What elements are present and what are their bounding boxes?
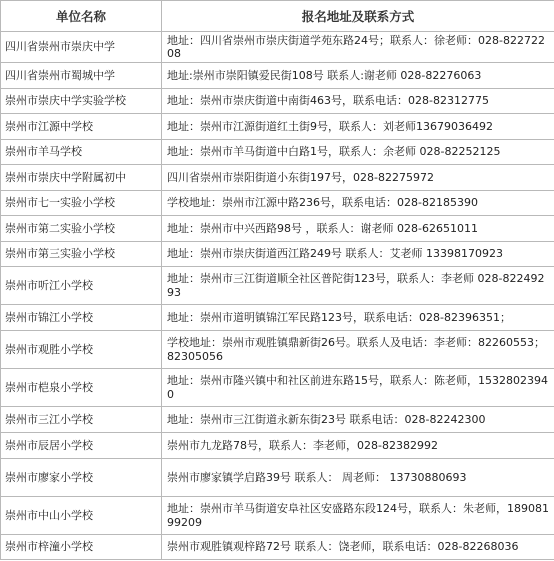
school-name-cell: 崇州市江源中学校 bbox=[1, 114, 162, 140]
address-contact-cell: 崇州市九龙路78号，联系人：李老师，028-82382992 bbox=[162, 433, 554, 459]
school-name-cell: 崇州市三江小学校 bbox=[1, 407, 162, 433]
school-name-cell: 崇州市桤泉小学校 bbox=[1, 369, 162, 407]
school-name-cell: 崇州市第三实验小学校 bbox=[1, 242, 162, 267]
school-name-cell: 崇州市辰居小学校 bbox=[1, 433, 162, 459]
table-row bbox=[1, 535, 554, 560]
address-contact-cell: 四川省崇州市崇阳街道小东街197号，028-82275972 bbox=[162, 165, 554, 191]
table-header-row bbox=[1, 1, 554, 32]
table-row bbox=[1, 305, 554, 331]
table-row bbox=[1, 369, 554, 407]
table-row bbox=[1, 32, 554, 63]
school-name-cell: 四川省崇州市崇庆中学 bbox=[1, 32, 162, 63]
school-name-cell: 四川省崇州市蜀城中学 bbox=[1, 63, 162, 89]
address-contact-cell: 地址：四川省崇州市崇庆街道学苑东路24号；联系人：徐老师：028-82272208 bbox=[162, 32, 554, 63]
school-name-cell: 崇州市观胜小学校 bbox=[1, 331, 162, 369]
address-contact-cell: 地址：崇州市羊马街道安阜社区安盛路东段124号，联系人：朱老师，18908199209 bbox=[162, 497, 554, 535]
address-contact-cell: 地址:崇州市崇阳镇爱民街108号 联系人:谢老师 028-82276063 bbox=[162, 63, 554, 89]
table-row bbox=[1, 267, 554, 305]
column-header-address-contact: 报名地址及联系方式 bbox=[162, 1, 554, 32]
address-contact-cell: 崇州市廖家镇学启路39号 联系人： 周老师： 13730880693 bbox=[162, 459, 554, 497]
table-row bbox=[1, 433, 554, 459]
address-contact-cell: 崇州市观胜镇观梓路72号 联系人：饶老师，联系电话：028-82268036 bbox=[162, 535, 554, 560]
school-name-cell: 崇州市羊马学校 bbox=[1, 140, 162, 165]
address-contact-cell: 地址：崇州市隆兴镇中和社区前进东路15号，联系人：陈老师，15328023940 bbox=[162, 369, 554, 407]
address-contact-cell: 学校地址：崇州市观胜镇鼎新街26号。联系人及电话：李老师：82260553；82305056 bbox=[162, 331, 554, 369]
table-row bbox=[1, 140, 554, 165]
table-row bbox=[1, 459, 554, 497]
table-row bbox=[1, 242, 554, 267]
school-name-cell: 崇州市廖家小学校 bbox=[1, 459, 162, 497]
school-name-cell: 崇州市崇庆中学附属初中 bbox=[1, 165, 162, 191]
address-contact-cell: 地址：崇州市道明镇锦江军民路123号，联系电话：028-82396351； bbox=[162, 305, 554, 331]
address-contact-cell: 地址：崇州市崇庆街道中南街463号，联系电话：028-82312775 bbox=[162, 89, 554, 114]
table-row bbox=[1, 165, 554, 191]
address-contact-cell: 地址：崇州市羊马街道中白路1号，联系人：余老师 028-82252125 bbox=[162, 140, 554, 165]
school-name-cell: 崇州市听江小学校 bbox=[1, 267, 162, 305]
address-contact-cell: 地址：崇州市崇庆街道西江路249号 联系人：艾老师 13398170923 bbox=[162, 242, 554, 267]
school-name-cell: 崇州市锦江小学校 bbox=[1, 305, 162, 331]
table-row bbox=[1, 497, 554, 535]
table-row bbox=[1, 63, 554, 89]
school-name-cell: 崇州市崇庆中学实验学校 bbox=[1, 89, 162, 114]
school-name-cell: 崇州市七一实验小学校 bbox=[1, 191, 162, 216]
table-row bbox=[1, 331, 554, 369]
address-contact-cell: 地址：崇州市中兴西路98号 ，联系人：谢老师 028-62651011 bbox=[162, 216, 554, 242]
school-name-cell: 崇州市第二实验小学校 bbox=[1, 216, 162, 242]
address-contact-cell: 地址：崇州市三江街道永新东街23号 联系电话：028-82242300 bbox=[162, 407, 554, 433]
table-row bbox=[1, 216, 554, 242]
column-header-unit-name: 单位名称 bbox=[1, 1, 162, 32]
school-name-cell: 崇州市中山小学校 bbox=[1, 497, 162, 535]
address-contact-cell: 学校地址：崇州市江源中路236号，联系电话：028-82185390 bbox=[162, 191, 554, 216]
address-contact-cell: 地址：崇州市江源街道红土街9号，联系人：刘老师13679036492 bbox=[162, 114, 554, 140]
address-contact-cell: 地址：崇州市三江街道顺全社区普陀街123号，联系人：李老师 028-82249293 bbox=[162, 267, 554, 305]
school-name-cell: 崇州市梓潼小学校 bbox=[1, 535, 162, 560]
table-row bbox=[1, 114, 554, 140]
table-row bbox=[1, 407, 554, 433]
table-row bbox=[1, 191, 554, 216]
table-row bbox=[1, 89, 554, 114]
